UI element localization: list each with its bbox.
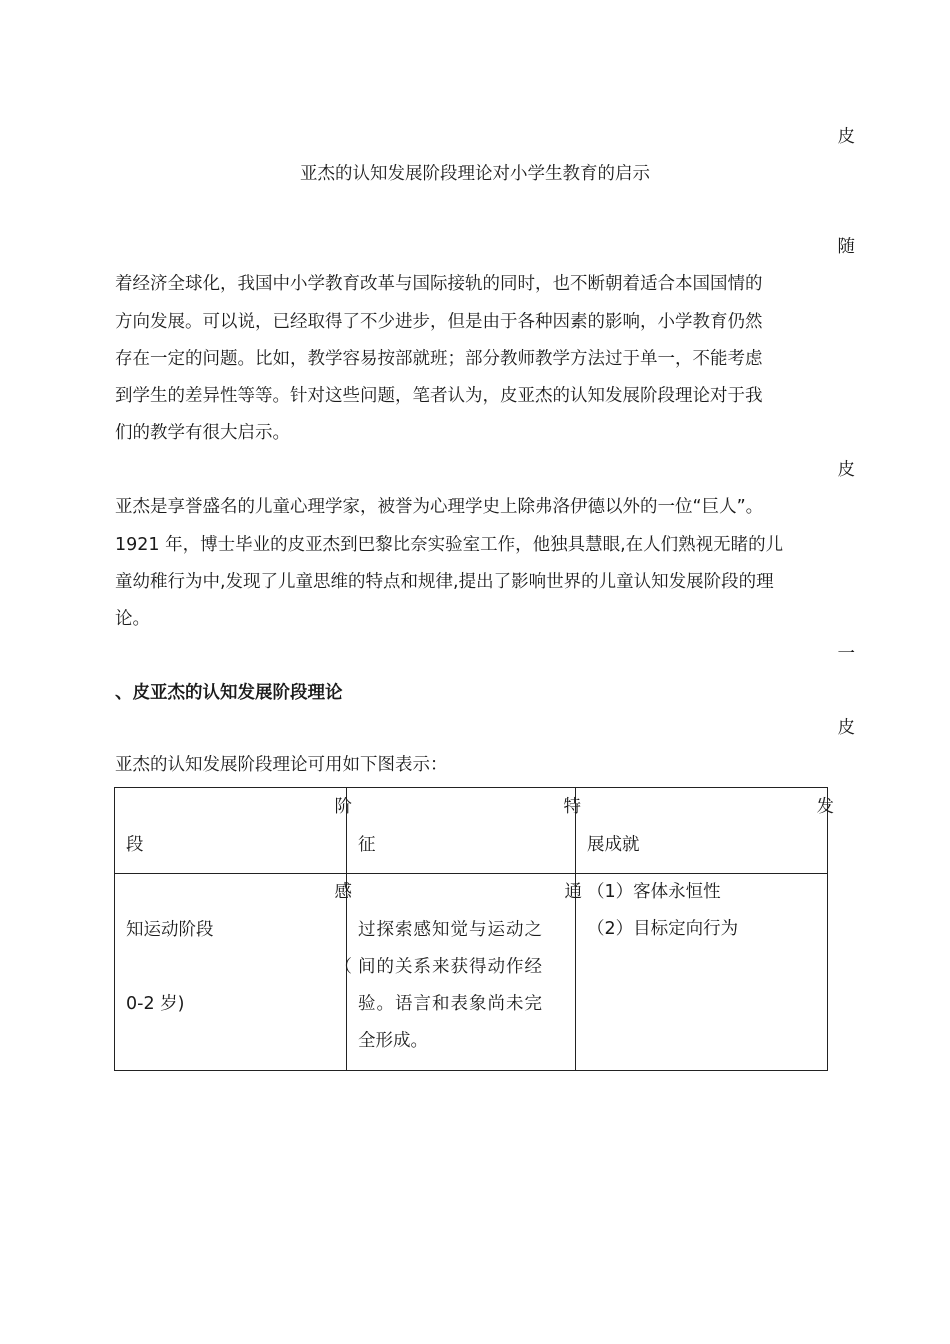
- title-lead-char: 皮: [837, 127, 855, 147]
- paragraph-1-line-4: 到学生的差异性等等。针对这些问题，笔者认为，皮亚杰的认知发展阶段理论对于我: [115, 386, 763, 406]
- paragraph-2-line-3: 童幼稚行为中,发现了儿童思维的特点和规律,提出了影响世界的儿童认知发展阶段的理: [115, 572, 774, 592]
- header-stage-top: 阶: [334, 797, 352, 817]
- feature-line-2: 间的关系来获得动作经: [358, 957, 543, 977]
- stage-name: 知运动阶段: [126, 920, 214, 940]
- feature-line-1: 过探索感知觉与运动之: [358, 920, 543, 940]
- header-achievement-bottom: 展成就: [587, 835, 640, 855]
- stage-age: 0-2 岁): [126, 994, 185, 1014]
- feature-top-char: 通: [564, 882, 582, 902]
- paragraph-1-line-3: 存在一定的问题。比如，教学容易按部就班；部分教师教学方法过于单一，不能考虑: [115, 349, 763, 369]
- achievement-cell: [576, 874, 828, 1071]
- table-header-row: [115, 788, 828, 874]
- paragraph-2-line-2: 1921 年，博士毕业的皮亚杰到巴黎比奈实验室工作，他独具慧眼,在人们熟视无睹的儿: [115, 535, 784, 555]
- feature-cell: [347, 874, 582, 1071]
- section-heading: 、皮亚杰的认知发展阶段理论: [115, 683, 343, 703]
- stage-top-char: 感: [334, 882, 352, 902]
- feature-line-3: 验。语言和表象尚未完: [358, 994, 543, 1014]
- header-achievement-top: 发: [816, 797, 834, 817]
- header-cell-stage: [115, 788, 352, 874]
- paragraph-1-line-5: 们的教学有很大启示。: [115, 423, 290, 443]
- header-stage-bottom: 段: [126, 835, 144, 855]
- stage-cell: [115, 874, 352, 1071]
- paragraph-2-line-4: 论。: [115, 609, 150, 629]
- paragraph-1-line-1: 着经济全球化，我国中小学教育改革与国际接轨的同时，也不断朝着适合本国国情的: [115, 274, 763, 294]
- header-feature-top: 特: [563, 797, 581, 817]
- achievement-item-1: （1）客体永恒性: [587, 882, 721, 902]
- header-cell-feature: [347, 788, 581, 874]
- feature-line-4: 全形成。: [358, 1031, 428, 1051]
- paragraph-3-line: 亚杰的认知发展阶段理论可用如下图表示：: [115, 755, 448, 775]
- paragraph-1-line-2: 方向发展。可以说，已经取得了不少进步，但是由于各种因素的影响，小学教育仍然: [115, 312, 763, 332]
- paragraph-3-lead-char: 皮: [837, 718, 855, 738]
- header-cell-achievement: [576, 788, 834, 874]
- stage-table: [114, 787, 834, 1071]
- stage-paren: （: [334, 957, 352, 977]
- table-row: [115, 874, 828, 1071]
- paragraph-2-line-1: 亚杰是享誉盛名的儿童心理学家，被誉为心理学史上除弗洛伊德以外的一位“巨人”。: [115, 497, 764, 517]
- paragraph-1-lead-char: 随: [837, 237, 855, 257]
- header-feature-bottom: 征: [358, 835, 376, 855]
- heading-lead-char: 一: [837, 644, 855, 664]
- achievement-item-2: （2）目标定向行为: [587, 919, 739, 939]
- paragraph-2-lead-char: 皮: [837, 460, 855, 480]
- page-title: 亚杰的认知发展阶段理论对小学生教育的启示: [300, 164, 650, 184]
